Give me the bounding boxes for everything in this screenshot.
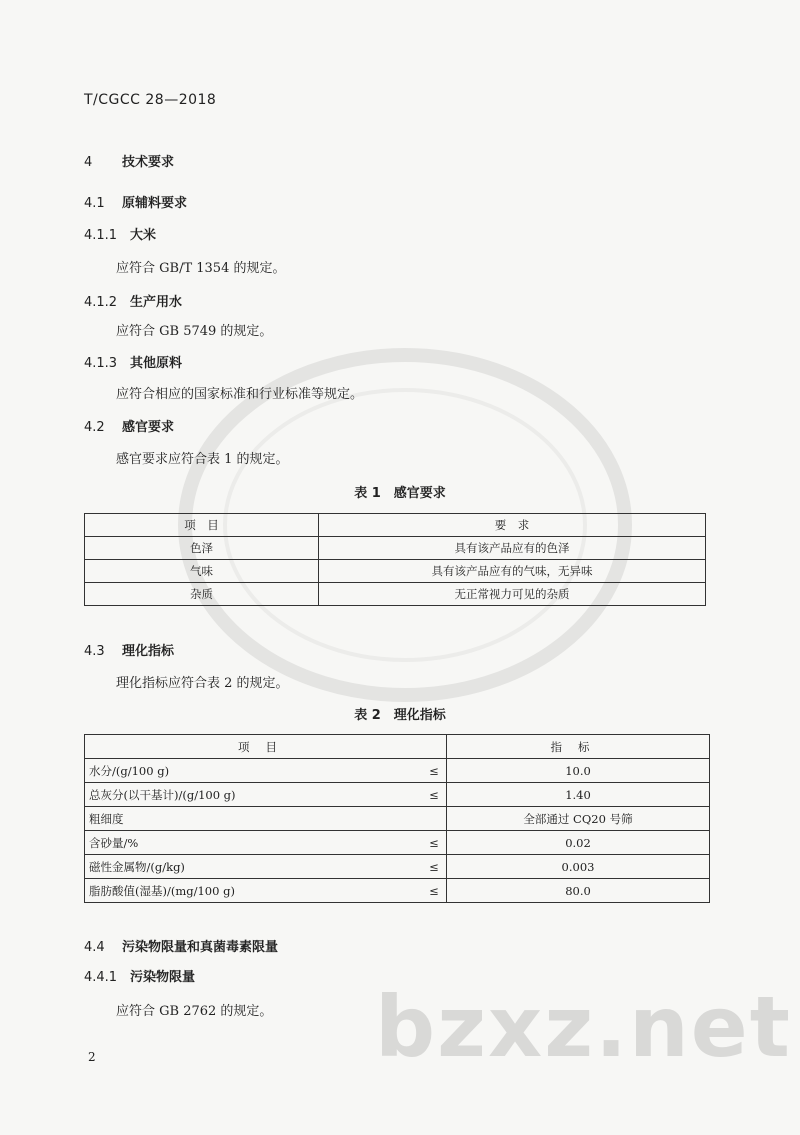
- section-4-2-text: 感官要求应符合表 1 的规定。: [116, 452, 289, 467]
- section-4-3-text: 理化指标应符合表 2 的规定。: [116, 676, 289, 691]
- table-cell: 全部通过 CQ20 号筛: [447, 807, 710, 831]
- table-cell: 具有该产品应有的气味，无异味: [319, 560, 706, 583]
- table-cell: 磁性金属物/(g/kg): [85, 855, 423, 879]
- table-cell: 1.40: [447, 783, 710, 807]
- table-row: [85, 759, 710, 783]
- table-row: [85, 831, 710, 855]
- section-4-1-2-heading: [84, 291, 182, 310]
- table-cell: 80.0: [447, 879, 710, 903]
- section-4-1-3-text: 应符合相应的国家标准和行业标准等规定。: [116, 387, 364, 402]
- section-4-1-1-heading: [84, 224, 156, 243]
- table-cell: 色泽: [85, 537, 319, 560]
- section-number: 4.4: [84, 940, 105, 955]
- table-header-cell: 项目: [85, 735, 447, 759]
- table-cell: 含砂量/%: [85, 831, 423, 855]
- table-1-title: 表 1 感官要求: [354, 486, 446, 501]
- section-4-4-1-text: 应符合 GB 2762 的规定。: [116, 1004, 273, 1019]
- section-4-1-1-text: 应符合 GB/T 1354 的规定。: [116, 261, 286, 276]
- table-cell: 脂肪酸值(湿基)/(mg/100 g): [85, 879, 423, 903]
- table-cell: ≤: [422, 759, 447, 783]
- section-title: 技术要求: [122, 155, 175, 170]
- table-row: [85, 583, 706, 606]
- table-cell: 杂质: [85, 583, 319, 606]
- table-header-cell: 项 目: [85, 514, 319, 537]
- table-row: [85, 807, 710, 831]
- table-cell: 气味: [85, 560, 319, 583]
- section-title: 污染物限量: [130, 970, 196, 985]
- watermark-text: bzxz.net: [375, 978, 792, 1076]
- table-cell: ≤: [422, 855, 447, 879]
- table-cell: 粗细度: [85, 807, 423, 831]
- table-cell: 0.003: [447, 855, 710, 879]
- section-4-3-heading: [84, 640, 174, 659]
- table-row: [85, 855, 710, 879]
- section-4-1-heading: [84, 192, 187, 211]
- table-2-title: 表 2 理化指标: [354, 708, 446, 723]
- table-row: [85, 783, 710, 807]
- section-number: 4: [84, 155, 93, 170]
- table-cell: [422, 807, 447, 831]
- table-cell: 具有该产品应有的色泽: [319, 537, 706, 560]
- table-1-sensory: [84, 513, 706, 606]
- section-title: 理化指标: [122, 644, 175, 659]
- section-number: 4.1.1: [84, 228, 118, 243]
- table-cell: 10.0: [447, 759, 710, 783]
- table-cell: ≤: [422, 783, 447, 807]
- table-cell: ≤: [422, 831, 447, 855]
- section-number: 4.1.2: [84, 295, 118, 310]
- table-cell: 水分/(g/100 g): [85, 759, 423, 783]
- table-cell: 总灰分(以干基计)/(g/100 g): [85, 783, 423, 807]
- section-title: 污染物限量和真菌毒素限量: [122, 940, 279, 955]
- table-row: [85, 560, 706, 583]
- section-number: 4.2: [84, 420, 105, 435]
- section-number: 4.3: [84, 644, 105, 659]
- section-title: 感官要求: [122, 420, 175, 435]
- table-row: [85, 879, 710, 903]
- section-title: 原辅料要求: [122, 196, 188, 211]
- table-cell: ≤: [422, 879, 447, 903]
- section-4-4-heading: [84, 936, 278, 955]
- section-4-4-1-heading: [84, 966, 195, 985]
- table-header-row: [85, 735, 710, 759]
- table-2-physicochemical: [84, 734, 710, 903]
- table-header-cell: 指标: [447, 735, 710, 759]
- section-number: 4.1: [84, 196, 105, 211]
- section-4-1-2-text: 应符合 GB 5749 的规定。: [116, 324, 273, 339]
- table-row: [85, 537, 706, 560]
- section-number: 4.1.3: [84, 356, 118, 371]
- page-number: 2: [88, 1050, 96, 1064]
- section-title: 生产用水: [130, 295, 183, 310]
- section-4-heading: [84, 151, 174, 170]
- section-number: 4.4.1: [84, 970, 118, 985]
- section-title: 其他原料: [130, 356, 183, 371]
- section-title: 大米: [130, 228, 157, 243]
- table-header-row: [85, 514, 706, 537]
- table-cell: 0.02: [447, 831, 710, 855]
- section-4-2-heading: [84, 416, 174, 435]
- table-cell: 无正常视力可见的杂质: [319, 583, 706, 606]
- standard-code: T/CGCC 28—2018: [84, 92, 217, 108]
- table-header-cell: 要 求: [319, 514, 706, 537]
- section-4-1-3-heading: [84, 352, 182, 371]
